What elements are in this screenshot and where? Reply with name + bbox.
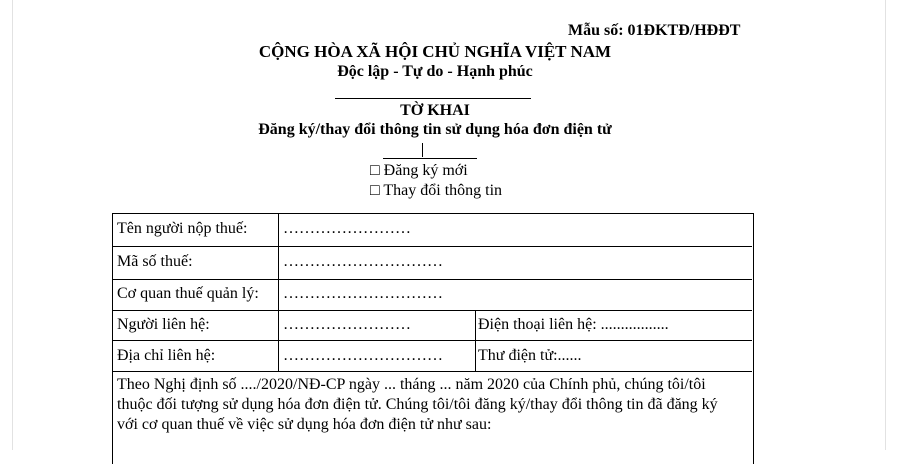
column-divider bbox=[278, 213, 279, 371]
option-underline bbox=[383, 158, 477, 159]
tax-authority-label: Cơ quan thuế quản lý: bbox=[117, 285, 259, 302]
page-edge-left bbox=[12, 0, 13, 450]
checkbox-icon[interactable]: □ bbox=[370, 162, 380, 179]
declaration-line: thuộc đối tượng sử dụng hóa đơn điện tử. Chúng tôi/tôi đăng ký/thay đổi thông tin đã đăng ký bbox=[117, 396, 718, 413]
option-register-new[interactable] bbox=[370, 162, 468, 180]
tax-code-field[interactable]: ………………………… bbox=[283, 253, 443, 270]
contact-person-field[interactable]: …………………… bbox=[283, 316, 411, 333]
declaration-line: với cơ quan thuế về việc sử dụng hóa đơn điện tử như sau: bbox=[117, 416, 492, 433]
contact-address-label: Địa chỉ liên hệ: bbox=[117, 347, 216, 364]
nation-title: CỘNG HÒA XÃ HỘI CHỦ NGHĨA VIỆT NAM bbox=[258, 42, 612, 61]
document-subtitle: Đăng ký/thay đổi thông tin sử dụng hóa đơn điện tử bbox=[258, 121, 612, 138]
row-divider bbox=[112, 310, 752, 311]
checkbox-icon[interactable]: □ bbox=[370, 182, 380, 199]
taxpayer-name-label: Tên người nộp thuế: bbox=[117, 220, 248, 237]
header-divider bbox=[335, 98, 531, 99]
page-edge-right bbox=[885, 0, 886, 450]
taxpayer-name-field[interactable]: …………………… bbox=[283, 220, 411, 237]
contact-phone-field[interactable]: Điện thoại liên hệ: ................. bbox=[478, 316, 669, 333]
form-code: Mẫu số: 01ĐKTĐ/HĐĐT bbox=[568, 22, 741, 39]
cursor-mark bbox=[422, 143, 423, 157]
row-divider bbox=[112, 371, 752, 372]
contact-person-label: Người liên hệ: bbox=[117, 316, 210, 333]
email-field[interactable]: Thư điện tử:...... bbox=[478, 347, 582, 364]
tax-code-label: Mã số thuế: bbox=[117, 253, 193, 270]
row-divider bbox=[112, 340, 752, 341]
row-divider bbox=[112, 246, 752, 247]
column-divider bbox=[475, 310, 476, 371]
declaration-line: Theo Nghị định số ..../2020/NĐ-CP ngày ... tháng ... năm 2020 của Chính phủ, chúng tôi/tôi bbox=[117, 376, 706, 393]
option-register-new-label: Đăng ký mới bbox=[383, 162, 468, 179]
national-motto: Độc lập - Tự do - Hạnh phúc bbox=[337, 63, 533, 80]
row-divider bbox=[112, 279, 752, 280]
option-change-info[interactable] bbox=[370, 182, 502, 200]
declaration-paragraph bbox=[117, 375, 752, 435]
tax-authority-field[interactable]: ………………………… bbox=[283, 285, 443, 302]
contact-address-field[interactable]: ………………………… bbox=[283, 347, 443, 364]
document-title: TỜ KHAI bbox=[400, 102, 470, 119]
option-change-info-label: Thay đổi thông tin bbox=[383, 182, 503, 199]
